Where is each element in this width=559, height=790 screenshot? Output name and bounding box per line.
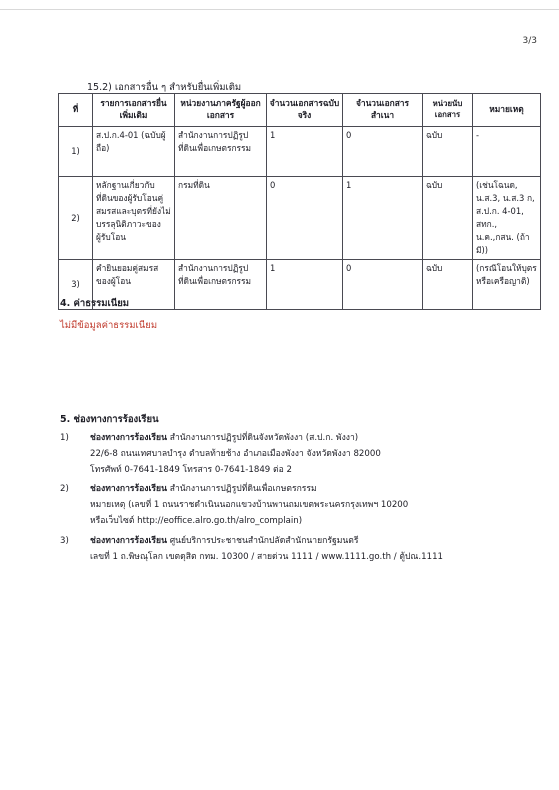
channel-name: สำนักงานการปฏิรูปที่ดินเพื่อเกษตรกรรม: [166, 484, 317, 494]
copy-count: 1: [343, 177, 423, 260]
channel-website: หรือเว็บไซต์ http://eoffice.alro.go.th/alro_complain): [90, 516, 303, 526]
note: (เช่นโฉนด, น.ส.3, น.ส.3 ก, ส.ป.ก. 4-01, สทก., น.ค.,กสน. (ถ้ามี)): [473, 177, 541, 260]
document-name: หลักฐานเกี่ยวกับที่ดินของผู้รับโอนคู่สมรสและบุตรที่ยังไม่บรรลุนิติภาวะของผู้รับโอน: [93, 177, 175, 260]
channel-name: ศูนย์บริการประชาชนสำนักปลัดสำนักนายกรัฐมนตรี: [166, 536, 359, 546]
fee-section-title: 4. ค่าธรรมเนียม: [60, 298, 130, 309]
channel-address: เลขที่ 1 ถ.พิษณุโลก เขตดุสิต กทม. 10300 / สายด่วน 1111 / www.1111.go.th / ตู้ปณ.1111: [90, 552, 444, 562]
fee-section-text: ไม่มีข้อมูลค่าธรรมเนียม: [60, 320, 158, 331]
document-unit: ฉบับ: [423, 260, 473, 310]
additional-documents-table: [58, 93, 541, 310]
col-header-original: จำนวนเอกสารฉบับจริง: [267, 94, 343, 127]
complaint-section-title: 5. ช่องทางการร้องเรียน: [60, 414, 159, 425]
row-number: 3): [59, 260, 93, 310]
row-number: 2): [59, 177, 93, 260]
col-header-agency: หน่วยงานภาครัฐผู้ออกเอกสาร: [175, 94, 267, 127]
channel-address: หมายเหตุ (เลขที่ 1 ถนนราชดำเนินนอกแขวงบ้านพานถมเขตพระนครกรุงเทพฯ 10200: [90, 500, 409, 510]
issuing-agency: สำนักงานการปฏิรูปที่ดินเพื่อเกษตรกรรม: [175, 127, 267, 177]
col-header-unit: หน่วยนับเอกสาร: [423, 94, 473, 127]
table-row: [59, 127, 541, 177]
channel-address: 22/6-8 ถนนเทศบาลบำรุง ตำบลท้ายช้าง อำเภอเมืองพังงา จังหวัดพังงา 82000: [90, 449, 381, 459]
document-unit: ฉบับ: [423, 177, 473, 260]
channel-label: ช่องทางการร้องเรียน: [90, 433, 167, 443]
issuing-agency: กรมที่ดิน: [175, 177, 267, 260]
document-name: คำยินยอมคู่สมรสของผู้โอน: [93, 260, 175, 310]
table-row: [59, 260, 541, 310]
row-number: 1): [59, 127, 93, 177]
copy-count: 0: [343, 260, 423, 310]
col-header-note: หมายเหตุ: [473, 94, 541, 127]
page-number: 3/3: [522, 36, 537, 46]
channel-phone: โทรศัพท์ 0-7641-1849 โทรสาร 0-7641-1849 ต่อ 2: [90, 465, 292, 475]
channel-label: ช่องทางการร้องเรียน: [90, 536, 167, 546]
channel-name: สำนักงานการปฏิรูปที่ดินจังหวัดพังงา (ส.ป.ก. พังงา): [166, 433, 359, 443]
channel-number: 2): [60, 484, 69, 494]
channel-number: 1): [60, 433, 69, 443]
copy-count: 0: [343, 127, 423, 177]
section-15-2-heading: 15.2) เอกสารอื่น ๆ สำหรับยื่นเพิ่มเติม: [87, 82, 242, 93]
original-count: 1: [267, 260, 343, 310]
document-name: ส.ป.ก.4-01 (ฉบับผู้ถือ): [93, 127, 175, 177]
col-header-copy: จำนวนเอกสารสำเนา: [343, 94, 423, 127]
table-row: [59, 177, 541, 260]
col-header-no: ที่: [59, 94, 93, 127]
top-rule: [0, 9, 559, 10]
channel-number: 3): [60, 536, 69, 546]
document-unit: ฉบับ: [423, 127, 473, 177]
original-count: 0: [267, 177, 343, 260]
issuing-agency: สำนักงานการปฏิรูปที่ดินเพื่อเกษตรกรรม: [175, 260, 267, 310]
original-count: 1: [267, 127, 343, 177]
note: (กรณีโอนให้บุตรหรือเครือญาติ): [473, 260, 541, 310]
table-header-row: [59, 94, 541, 127]
col-header-document: รายการเอกสารยื่นเพิ่มเติม: [93, 94, 175, 127]
note: -: [473, 127, 541, 177]
channel-label: ช่องทางการร้องเรียน: [90, 484, 167, 494]
